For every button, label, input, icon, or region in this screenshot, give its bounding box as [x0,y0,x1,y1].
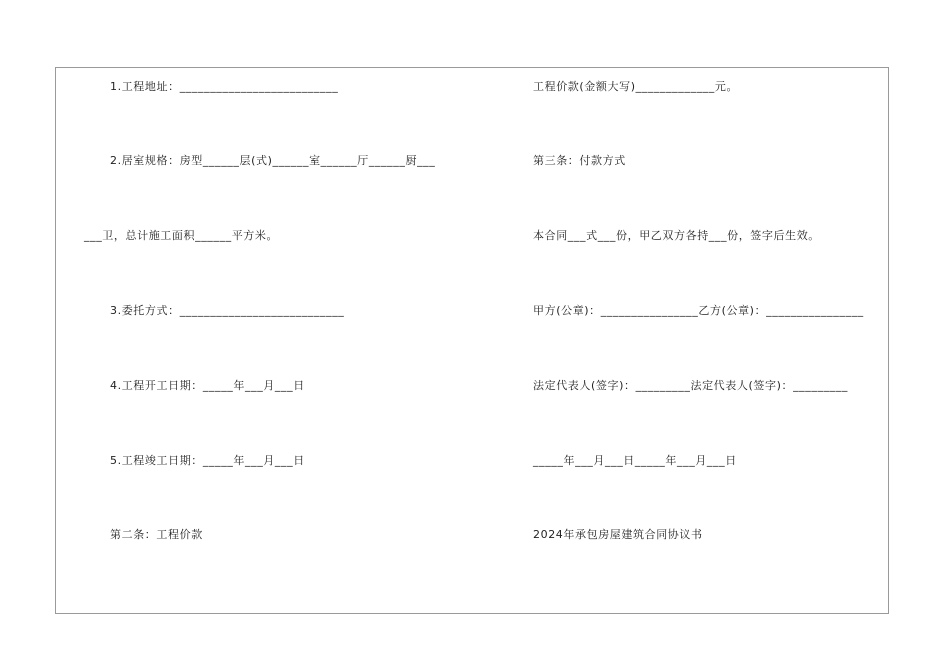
copies-clause-line: 本合同___式___份，甲乙双方各持___份，签字后生效。 [533,229,820,242]
article-two-heading: 第二条：工程价款 [110,528,203,541]
signing-dates-line: _____年___月___日_____年___月___日 [533,454,737,467]
commission-method-line: 3.委托方式：___________________________ [110,304,345,317]
start-date-line: 4.工程开工日期：_____年___月___日 [110,379,305,392]
project-address-line: 1.工程地址：__________________________ [110,80,339,93]
room-spec-line: 2.居室规格：房型______层(式)______室______厅______厨___ [110,154,436,167]
article-three-heading: 第三条：付款方式 [533,154,626,167]
party-seals-line: 甲方(公章)：________________乙方(公章)：________________ [533,304,864,317]
completion-date-line: 5.工程竣工日期：_____年___月___日 [110,454,305,467]
document-title: 2024年承包房屋建筑合同协议书 [533,528,703,541]
legal-representatives-line: 法定代表人(签字)：_________法定代表人(签字)：_________ [533,379,848,392]
project-price-line: 工程价款(金额大写)_____________元。 [533,80,739,93]
room-spec-continuation-line: ___卫，总计施工面积______平方米。 [84,229,279,242]
